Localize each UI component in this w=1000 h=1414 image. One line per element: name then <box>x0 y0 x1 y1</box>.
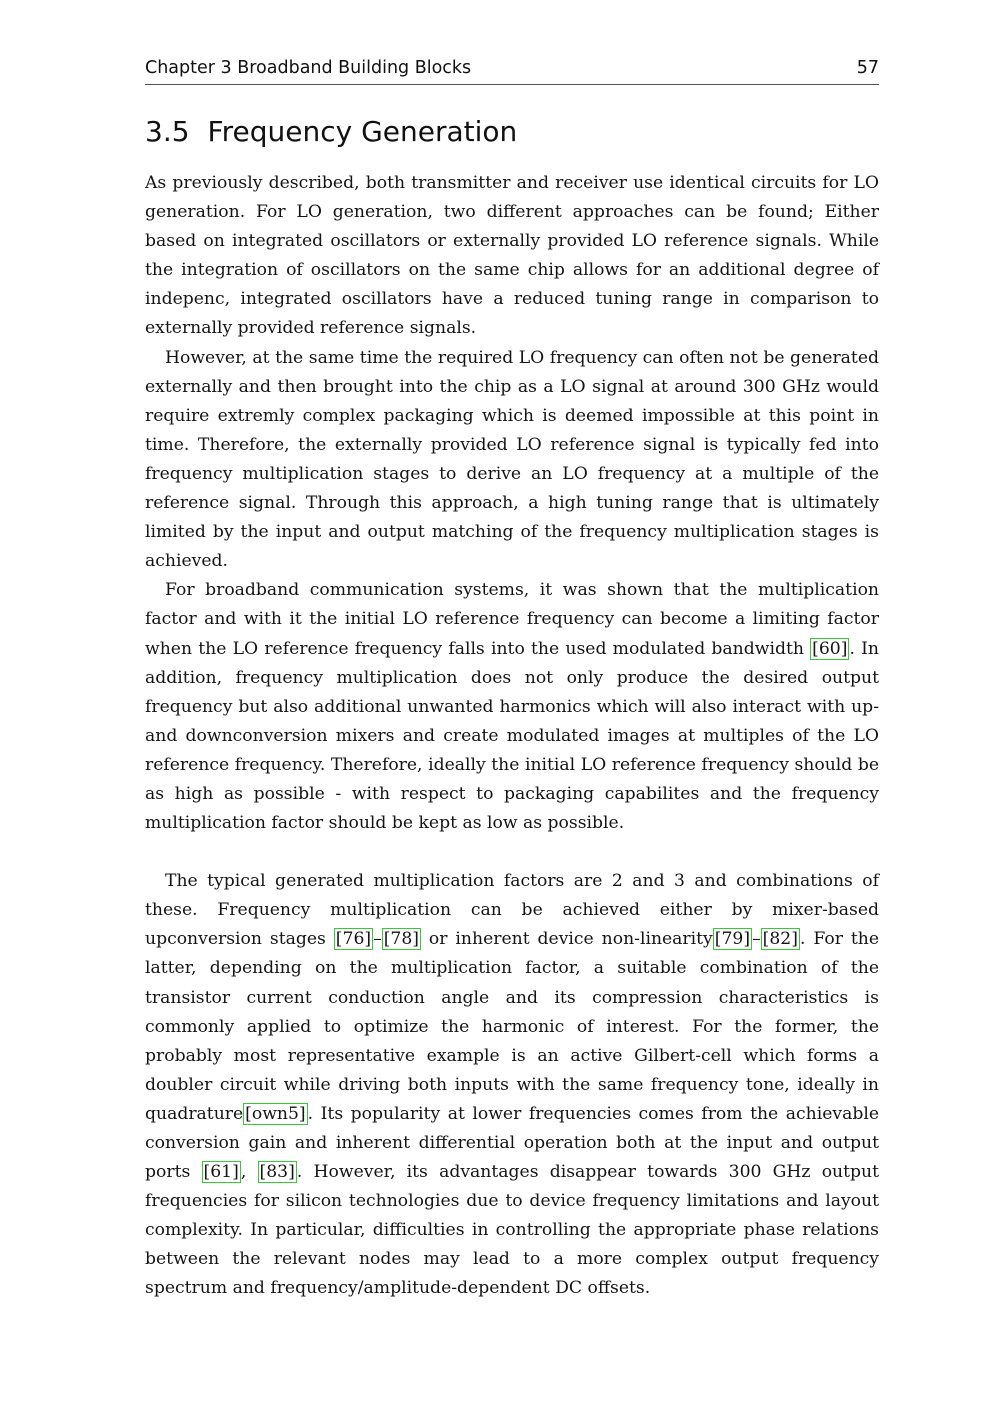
paragraph-3-text: For broadband communication systems, it was shown that the multiplication factor and with it the initial LO reference frequency can become a limiting factor when the LO reference frequency falls into the used modulated bandwidth <box>145 580 879 659</box>
citation-link[interactable]: [own5] <box>245 1103 306 1124</box>
section-title: Frequency Generation <box>207 115 518 148</box>
paragraph-4-text: – <box>373 929 382 950</box>
citation-link[interactable]: [83] <box>259 1162 295 1183</box>
paragraph-4-text: . Its popularity at lower frequencies comes from the achievable conversion gain and inherent differential operation both at the input and output ports <box>145 1103 879 1183</box>
paragraph-4-text: or inherent device non-linearity <box>420 929 713 950</box>
paragraph-3-text: . In addition, frequency multiplication does not only produce the desired output frequency but also additional unwanted harmonics which will also interact with up- and downconversion mixers and create modulated images at multiples of the LO reference frequency. Therefore, ideally the initial LO reference frequency should be as high as possible - with respect to packaging capabilites and the frequency multiplication factor should be kept as low as possible. <box>145 638 879 834</box>
paragraph-4-text: The typical generated multiplication factors are 2 and 3 and combinations of these. Frequency multiplication can be achieved either by mixer-based upconversion stages <box>145 871 879 950</box>
paragraph-1: As previously described, both transmitter and receiver use identical circuits for LO generation. For LO generation, two different approaches can be found; Either based on integrated oscillators or externally provided LO reference signals. While the integration of oscillators on the same chip allows for an additional degree of indepenc, integrated oscillators have a reduced tuning range in comparison to externally provided reference signals. <box>145 173 879 339</box>
section-number: 3.5 <box>145 115 190 148</box>
section-heading <box>145 112 879 152</box>
body-text <box>145 169 879 1304</box>
paragraph-4-text: . However, its advantages disappear towards 300 GHz output frequencies for silicon technologies due to device frequency limitations and layout complexity. In particular, difficulties in controlling the appropriate phase relations between the relevant nodes may lead to a more complex output frequency spectrum and frequency/amplitude-dependent DC offsets. <box>145 1162 879 1299</box>
running-header <box>145 56 879 85</box>
paragraph-4-text: , <box>240 1162 258 1183</box>
citation-link[interactable]: [82] <box>762 929 798 950</box>
paragraph-4 <box>145 867 879 1303</box>
paragraph-2: However, at the same time the required LO frequency can often not be generated externally and then brought into the chip as a LO signal at around 300 GHz would require extremly complex packaging which is deemed impossible at this point in time. Therefore, the externally provided LO reference signal is typically fed into frequency multiplication stages to derive an LO frequency at a multiple of the reference signal. Through this approach, a high tuning range that is ultimately limited by the input and output matching of the frequency multiplication stages is achieved. <box>145 347 879 572</box>
paragraph-4-text: . For the latter, depending on the multiplication factor, a suitable combination of the transistor current conduction angle and its compression characteristics is commonly applied to optimize the harmonic of interest. For the former, the probably most representative example is an active Gilbert-cell which forms a doubler circuit while driving both inputs with the same frequency tone, ideally in quadrature <box>145 929 879 1124</box>
page-number: 57 <box>856 58 879 78</box>
paragraph-4-text: – <box>752 929 761 950</box>
citation-link[interactable]: [78] <box>383 929 419 950</box>
chapter-title: Chapter 3 Broadband Building Blocks <box>145 58 472 78</box>
citation-link[interactable]: [79] <box>714 929 751 950</box>
citation-link[interactable]: [60] <box>812 638 848 659</box>
citation-link[interactable]: [61] <box>203 1162 239 1183</box>
paragraph-3 <box>145 576 879 838</box>
citation-link[interactable]: [76] <box>335 929 372 950</box>
